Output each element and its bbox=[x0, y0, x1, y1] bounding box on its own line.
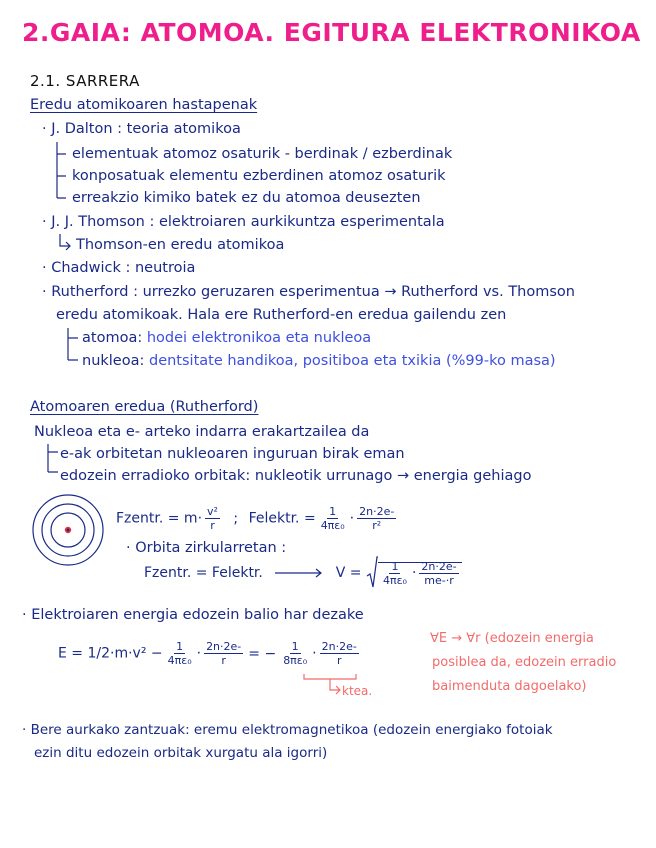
dalton-point-3: erreakzio kimiko batek ez du atomoa deusezten bbox=[72, 190, 421, 206]
velocity-formula-row: Fzentr. = Felektr. V = $\frac{1}{\text{4πε₀}}$ · $\frac{2n\cdot 2e-}{me-\cdot r}$ bbox=[144, 556, 462, 590]
atom-orbit-diagram bbox=[28, 492, 108, 568]
fzentr-num: v² bbox=[207, 505, 218, 518]
circular-orbit-heading: · Orbita zirkularretan : bbox=[126, 540, 287, 556]
formula-separator: ; bbox=[233, 510, 239, 527]
energy-note-2: posiblea da, edozein erradio bbox=[432, 655, 617, 670]
force-balance: Fzentr. = Felektr. bbox=[144, 565, 263, 581]
contradiction-line-2: ezin ditu edozein orbitak xurgatu ala igorri) bbox=[34, 745, 328, 761]
chadwick-line: · Chadwick : neutroia bbox=[42, 260, 195, 276]
subheading-origins: Eredu atomikoaren hastapenak bbox=[30, 97, 258, 113]
energy-r-a: r bbox=[221, 654, 226, 667]
energy-charge-a: 2n·2e- bbox=[206, 640, 242, 653]
energy-note-1: ∀E → ∀r (edozein energia bbox=[430, 631, 594, 646]
v-one: 1 bbox=[391, 559, 399, 573]
felektr-one: 1 bbox=[329, 505, 337, 518]
energy-formula-row: E = 1/2·m·v² − $\frac{1}{\text{4πε₀}}$ · $\frac{2n\cdot 2e-}{r}$ = − $\frac{1}{\text{8πε₀}}$ · $\frac{2n\cdot 2e-}{r}$ bbox=[58, 640, 357, 667]
thomson-arrow-connector bbox=[56, 232, 74, 252]
rutherford-branch-connector bbox=[62, 326, 82, 370]
energy-note-3: baimenduta dagoelako) bbox=[432, 679, 587, 694]
felektr-4pie0: 4πε₀ bbox=[320, 519, 345, 532]
model-point-1: e-ak orbitetan nukleoaren inguruan birak eman bbox=[60, 446, 405, 462]
implies-arrow-icon bbox=[273, 568, 325, 578]
force-formula-row: Fzentr. = m· $\frac{\text{v²}}{r}$ ; Felektr. = $\frac{1}{\text{4πε₀}}$ · $\frac{2n\cdot 2e-}{\text{r²}}$ bbox=[116, 505, 395, 532]
contradiction-line-1: · Bere aurkako zantzuak: eremu elektromagnetikoa (edozein energiako fotoiak bbox=[22, 722, 553, 738]
thomson-sub: Thomson-en eredu atomikoa bbox=[76, 237, 285, 253]
energy-one-a: 1 bbox=[176, 640, 184, 653]
energy-one-b: 1 bbox=[291, 640, 299, 653]
felektr-charge: 2n·2e- bbox=[359, 505, 395, 518]
rutherford-line-2: eredu atomikoak. Hala ere Rutherford-en eredua gailendu zen bbox=[56, 307, 507, 323]
model-point-2: edozein erradioko orbitak: nukleotik urrunago → energia gehiago bbox=[60, 468, 532, 484]
energy-point: · Elektroiaren energia edozein balio har dezake bbox=[22, 607, 364, 623]
energy-8pie0: 8πε₀ bbox=[283, 654, 308, 667]
v-charge: 2n·2e- bbox=[421, 559, 457, 573]
rutherford-line-1: · Rutherford : urrezko geruzaren esperimentua → Rutherford vs. Thomson bbox=[42, 284, 575, 300]
atomoa-label: atomoa: bbox=[82, 330, 143, 346]
constant-label: ktea. bbox=[342, 684, 373, 698]
energy-4pie0: 4πε₀ bbox=[167, 654, 192, 667]
energy-r-b: r bbox=[336, 654, 342, 667]
dalton-point-2: konposatuak elementu ezberdinen atomoz osaturik bbox=[72, 168, 446, 184]
energy-eq-neg: = − bbox=[248, 645, 277, 662]
fzentr-label: Fzentr. = m· bbox=[116, 510, 203, 527]
sqrt-sign-icon bbox=[366, 556, 378, 590]
energy-e-eq: E = 1/2·m·v² − bbox=[58, 645, 163, 662]
dalton-point-1: elementuak atomoz osaturik - berdinak / ezberdinak bbox=[72, 146, 453, 162]
nukleoa-definition: dentsitate handikoa, positiboa eta txikia (%99-ko masa) bbox=[148, 353, 556, 369]
thomson-heading: · J. J. Thomson : elektroiaren aurkikuntza esperimentala bbox=[42, 214, 445, 230]
v-equals: V = bbox=[335, 565, 362, 581]
nukleoa-line bbox=[82, 353, 556, 369]
page-title: 2.GAIA: ATOMOA. EGITURA ELEKTRONIKOA bbox=[22, 18, 641, 47]
dalton-branch-connector bbox=[50, 140, 70, 210]
atomoa-line bbox=[82, 330, 371, 346]
felektr-label: Felektr. = bbox=[248, 510, 316, 527]
felektr-r2: r² bbox=[372, 519, 382, 532]
subheading-model: Atomoaren eredua (Rutherford) bbox=[30, 399, 259, 415]
fzentr-den: r bbox=[210, 519, 215, 532]
energy-charge-b: 2n·2e- bbox=[321, 640, 357, 653]
section-heading: 2.1. SARRERA bbox=[30, 72, 140, 90]
atomoa-definition: hodei elektronikoa eta nukleoa bbox=[146, 330, 372, 346]
nukleoa-label: nukleoa: bbox=[82, 353, 145, 369]
v-4pie0: 4πε₀ bbox=[382, 573, 407, 587]
v-me-r: me-·r bbox=[424, 573, 454, 587]
model-branch-connector bbox=[40, 442, 62, 482]
dalton-heading: · J. Dalton : teoria atomikoa bbox=[42, 121, 241, 137]
model-line-1: Nukleoa eta e- arteko indarra erakartzailea da bbox=[34, 424, 370, 440]
